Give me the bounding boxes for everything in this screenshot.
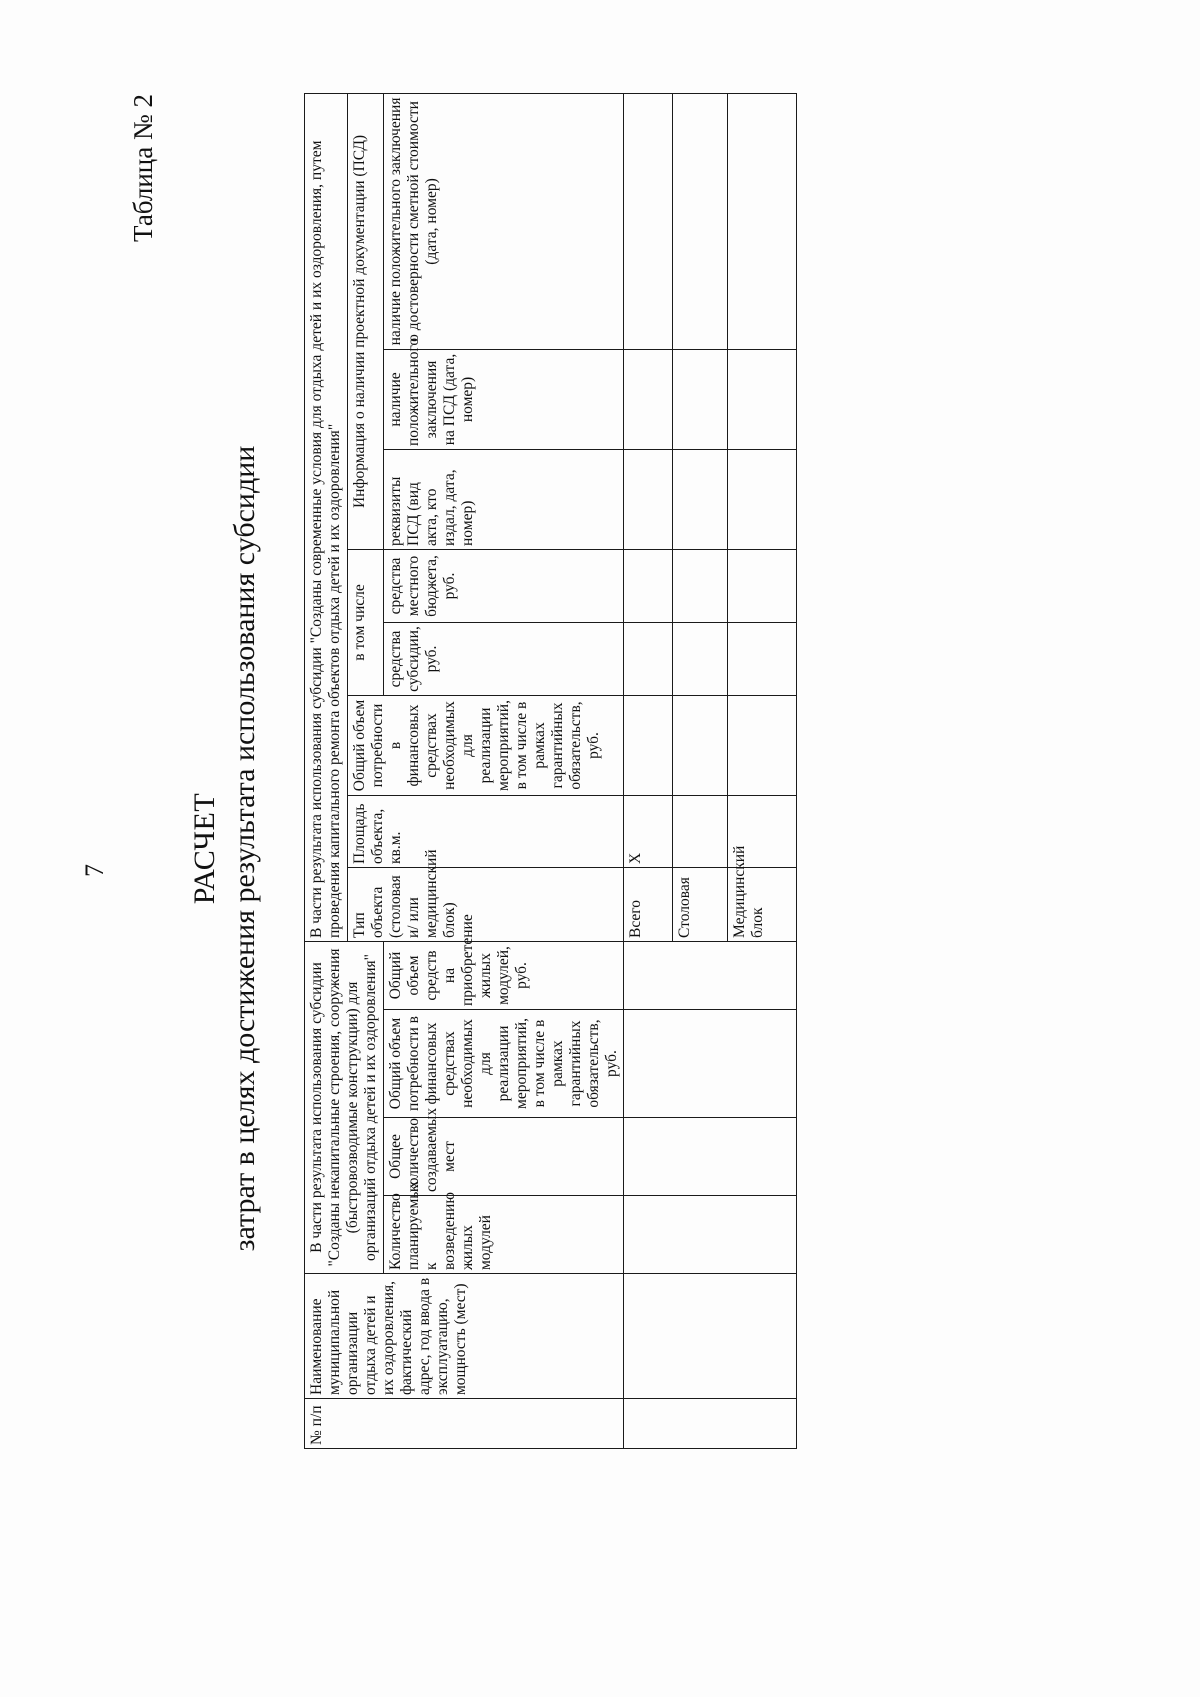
header-number: № п/п [305,1399,624,1449]
header-total-funding-need-repair: Общий объем потребности в финансовых средствах необходимых для реализации мероприятий, в том числе в рамках гарантийных обязательств, руб. [347,695,624,795]
header-psd-positive-conclusion: наличие положительного заключения на ПСД (дата, номер) [383,349,624,449]
cell [624,695,673,795]
header-object-type: Тип объекта (столовая и/ или медицинский блок) [347,867,624,941]
cell [673,449,728,549]
table-row [624,93,673,1448]
header-modules-purchase-funds: Общий объем средств на приобретение жилых модулей, руб. [383,941,624,1009]
cell [624,93,673,349]
cell-row-canteen-label: Столовая [673,867,728,941]
cell [624,449,673,549]
header-group-capital-repair: В части результата использования субсидии "Созданы современные условия для отдыха детей и их оздоровления, путем проведения капитального ремонта объектов отдыха детей и их оздоровления" [305,93,348,941]
cell [728,695,797,795]
cell [673,349,728,449]
cell [728,93,797,349]
header-estimate-positive-conclusion: наличие положительного заключения о достоверности сметной стоимости (дата, номер) [383,93,624,349]
header-object-area: Площадь объекта, кв.м. [347,795,624,867]
cell-total-places [624,1118,797,1196]
cell [624,622,673,695]
cell-organization-name [624,1274,797,1399]
cell [728,622,797,695]
cell [673,93,728,349]
header-psd-requisites: реквизиты ПСД (вид акта, кто издал, дата, номер) [383,449,624,549]
header-planned-modules: Количество планируемых к возведению жилых модулей [383,1196,624,1274]
cell-row-medical-label: Медицинский блок [728,867,797,941]
header-total-funding-need: Общий объем потребности в финансовых средствах необходимых для реализации мероприятий, в том числе в рамках гарантийных обязательств, руб. [383,1010,624,1118]
page-number: 7 [80,864,109,877]
cell [673,695,728,795]
header-local-budget-funds: средства местного бюджета, руб. [383,549,624,622]
cell [673,795,728,867]
calculation-table [304,93,797,1449]
table-label: Таблица № 2 [128,94,158,242]
cell-total-area: X [624,795,673,867]
header-psd-info: Информация о наличии проектной документации (ПСД) [347,93,383,549]
cell-row-total-label: Всего [624,867,673,941]
header-group-noncapital-structures: В части результата использования субсидии "Созданы некапитальные строения, сооружения (быстровозводимые конструкции) для организаций отдыха детей и их оздоровления" [305,941,384,1273]
cell-planned-modules [624,1196,797,1274]
document-title: РАСЧЕТ [188,792,221,905]
cell [728,349,797,449]
cell-modules-purchase-funds [624,941,797,1009]
header-including: в том числе [347,549,383,695]
cell [673,549,728,622]
cell [624,349,673,449]
cell-total-funding-need [624,1010,797,1118]
table-header-row-1 [305,93,348,1448]
header-total-places: Общее количество создаваемых мест [383,1118,624,1196]
document-subtitle: затрат в целях достижения результата использования субсидии [228,445,261,1252]
cell-number [624,1399,797,1449]
cell [624,549,673,622]
header-organization-name: Наименование муниципальной организации отдыха детей и их оздоровления, фактический адрес, год ввода в эксплуатацию, мощность (мест) [305,1274,624,1399]
cell [728,549,797,622]
cell [728,449,797,549]
cell [673,622,728,695]
header-subsidy-funds: средства субсидии, руб. [383,622,624,695]
